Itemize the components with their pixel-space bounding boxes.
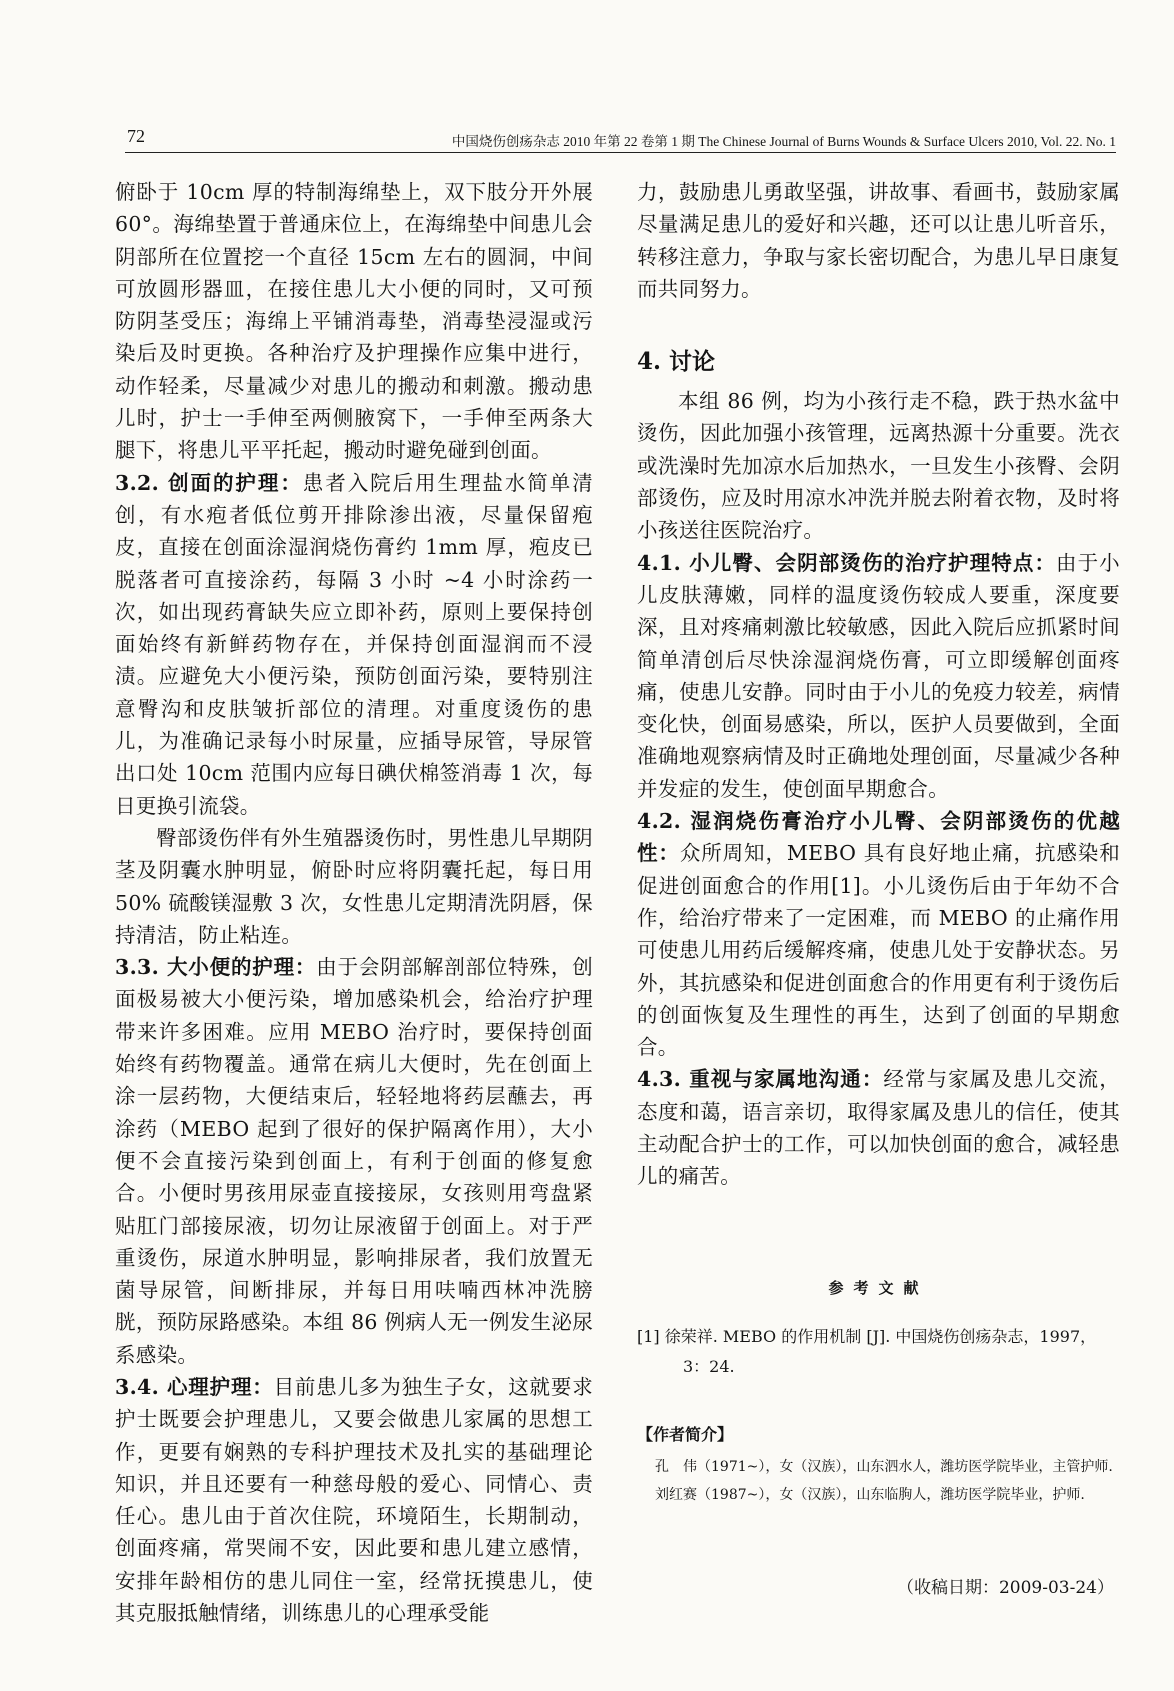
reference-item: [1] 徐荣祥. MEBO 的作用机制 [J]. 中国烧伤创疡杂志，1997，3：24. xyxy=(637,1326,1097,1376)
section-3-3-text: 由于会阴部解剖部位特殊，创面极易被大小便污染，增加感染机会，给治疗护理带来许多困难。应用 MEBO 治疗时，要保持创面始终有药物覆盖。通常在病儿大便时，先在创面上涂一层药物，大便结束后，轻轻地将药层蘸去，再涂药（MEBO 起到了很好的保护隔离作用），大小便不会直接污染到创面上，有利于创面的修复愈合。小便时男孩用尿壶直接接尿，女孩则用弯盘紧贴肛门部接尿液，切勿让尿液留于创面上。对于严重烫伤，尿道水肿明显，影响排尿者，我们放置无菌导尿管，间断排尿，并每日用呋喃西林冲洗膀胱，预防尿路感染。本组 86 例病人无一例发生泌尿系感染。 xyxy=(115,955,593,1367)
section-3-3-heading: 3.3. 大小便的护理： xyxy=(115,955,317,980)
section-3-2-text: 患者入院后用生理盐水简单清创，有水疱者低位剪开排除渗出液，尽量保留疱皮，直接在创面涂湿润烧伤膏约 1mm 厚，疱皮已脱落者可直接涂药，每隔 3 小时 ~4 小时涂药一次，如出现药膏缺失应立即补药，原则上要保持创面始终有新鲜药物存在，并保持创面湿润而不浸渍。应避免大小便污染，预防创面污染，要特别注意臀沟和皮肤皱折部位的清理。对重度烫伤的患儿，为准确记录每小时尿量，应插导尿管，导尿管出口处 10cm 范围内应每日碘伏棉签消毒 1 次，每日更换引流袋。 xyxy=(115,470,593,818)
section-3-3 xyxy=(115,951,593,1371)
author-bio-item: 刘红赛（1987~），女（汉族），山东临朐人，潍坊医学院毕业，护师. xyxy=(655,1486,1085,1503)
section-4-3-text: 经常与家属及患儿交流，态度和蔼，语言亲切，取得家属及患儿的信任，使其主动配合护士的工作，可以加快创面的愈合，减轻患儿的痛苦。 xyxy=(637,1067,1120,1189)
running-header xyxy=(125,128,1116,153)
received-date: （收稿日期：2009-03-24） xyxy=(896,1577,1114,1598)
section-3-2-paragraph-2: 臀部烫伤伴有外生殖器烫伤时，男性患儿早期阴茎及阴囊水肿明显，俯卧时应将阴囊托起，每日用 50% 硫酸镁湿敷 3 次，女性患儿定期清洗阴唇，保持清洁，防止粘连。 xyxy=(115,825,593,947)
paragraph-continued: 俯卧于 10cm 厚的特制海绵垫上，双下肢分开外展 60°。海绵垫置于普通床位上，在海绵垫中间患儿会阴部所在位置挖一个直径 15cm 左右的圆洞，中间可放圆形器皿，在接住患儿大小便的同时，又可预防阴茎受压；海绵上平铺消毒垫，消毒垫浸湿或污染后及时更换。各种治疗及护理操作应集中进行，动作轻柔，尽量减少对患儿的搬动和刺激。搬动患儿时，护士一手伸至两侧腋窝下，一手伸至两条大腿下，将患儿平平托起，搬动时避免碰到创面。 xyxy=(115,180,593,463)
section-4-1-heading: 4.1. 小儿臀、会阴部烫伤的治疗护理特点： xyxy=(637,550,1057,575)
section-3-2-heading: 3.2. 创面的护理： xyxy=(115,470,303,495)
section-4-text: 本组 86 例，均为小孩行走不稳，跌于热水盆中烫伤，因此加强小孩管理，远离热源十分重要。洗衣或洗澡时先加凉水后加热水，一旦发生小孩臀、会阴部烫伤，应及时用凉水冲洗并脱去附着衣物，及时将小孩送往医院治疗。 xyxy=(637,389,1120,543)
section-4-1-text: 由于小儿皮肤薄嫩，同样的温度烫伤较成人要重，深度要深，且对疼痛刺激比较敏感，因此入院后应抓紧时间简单清创后尽快涂湿润烧伤膏，可立即缓解创面疼痛，使患儿安静。同时由于小儿的免疫力较差，病情变化快，创面易感染，所以，医护人员要做到，全面准确地观察病情及时正确地处理创面，尽量减少各种并发症的发生，使创面早期愈合。 xyxy=(637,550,1120,801)
section-4-3-heading: 4.3. 重视与家属地沟通： xyxy=(637,1067,884,1092)
section-4-3 xyxy=(637,1063,1120,1192)
section-4-2-heading: 4.2. 湿润烧伤膏治疗小儿臀、会阴部烫伤的优越性： xyxy=(637,809,1120,866)
left-column xyxy=(115,176,593,1629)
page-number: 72 xyxy=(127,126,145,146)
section-3-4 xyxy=(115,1371,593,1629)
section-4-2-text: 众所周知，MEBO 具有良好地止痛，抗感染和促进创面愈合的作用[1]。小儿烫伤后由于年幼不合作，给治疗带来了一定困难，而 MEBO 的止痛作用可使患儿用药后缓解疼痛，使患儿处于安静状态。另外，其抗感染和促进创面愈合的作用更有利于烫伤后的创面恢复及生理性的再生，达到了创面的早期愈合。 xyxy=(637,841,1120,1060)
journal-citation: 中国烧伤创疡杂志 2010 年第 22 卷第 1 期 The Chinese Journal of Burns Wounds & Surface Ulcers 2010, Vol. 22. No. 1 xyxy=(451,134,1116,149)
right-column xyxy=(637,176,1120,1598)
paragraph-continued-right: 力，鼓励患儿勇敢坚强，讲故事、看画书，鼓励家属尽量满足患儿的爱好和兴趣，还可以让患儿听音乐，转移注意力，争取与家长密切配合，为患儿早日康复而共同努力。 xyxy=(637,180,1120,301)
section-4-2 xyxy=(637,805,1120,1063)
section-4-1 xyxy=(637,547,1120,805)
section-4-heading: 4. 讨论 xyxy=(637,348,716,376)
references-title: 参考文献 xyxy=(828,1278,929,1297)
section-3-4-text: 目前患儿多为独生子女，这就要求护士既要会护理患儿，又要会做患儿家属的思想工作，更要有娴熟的专科护理技术及扎实的基础理论知识，并且还要有一种慈母般的爱心、同情心、责任心。患儿由于首次住院，环境陌生，长期制动，创面疼痛，常哭闹不安，因此要和患儿建立感情，安排年龄相仿的患儿同住一室，经常抚摸患儿，使其克服抵触情绪，训练患儿的心理承受能 xyxy=(115,1374,593,1626)
section-3-4-heading: 3.4. 心理护理： xyxy=(115,1374,274,1399)
author-bio-title: 【作者简介】 xyxy=(637,1424,734,1444)
author-bio-item: 孔 伟（1971~），女（汉族），山东泗水人，潍坊医学院毕业，主管护师. xyxy=(655,1458,1113,1475)
section-3-2 xyxy=(115,467,593,822)
